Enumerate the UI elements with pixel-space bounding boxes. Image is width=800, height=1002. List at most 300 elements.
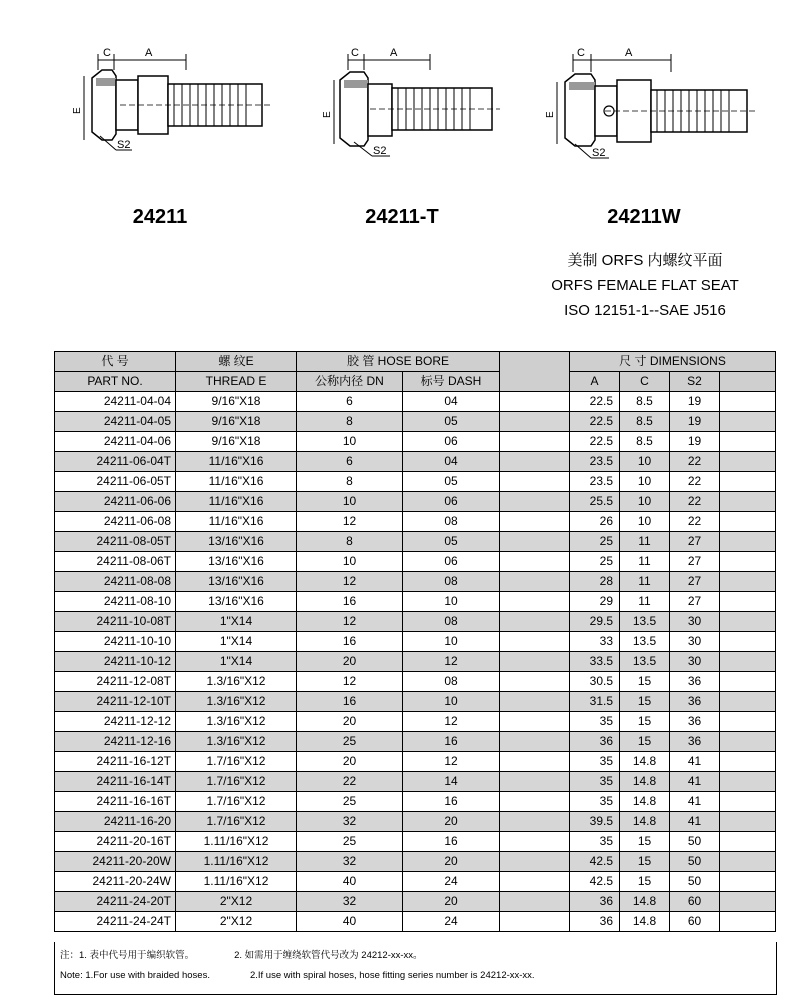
cell-s2: 60 xyxy=(670,912,720,932)
dim-a-label: A xyxy=(390,47,398,59)
note-en-2: 2.If use with spiral hoses, hose fitting series number is 24212-xx-xx. xyxy=(249,970,535,981)
cell-a: 42.5 xyxy=(570,872,620,892)
header-thread-cn: 螺 纹E xyxy=(176,352,297,372)
cell-dash: 20 xyxy=(403,812,500,832)
cell-part-no: 24211-12-16 xyxy=(55,732,176,752)
header-a: A xyxy=(570,372,620,392)
cell-c: 8.5 xyxy=(620,412,670,432)
dim-s2-label: S2 xyxy=(373,145,387,157)
cell-s2: 22 xyxy=(670,512,720,532)
cell-dn: 10 xyxy=(297,552,403,572)
cell-dn: 6 xyxy=(297,392,403,412)
cell-blank xyxy=(500,712,570,732)
cell-thread: 1.3/16"X12 xyxy=(176,712,297,732)
cell-a: 35 xyxy=(570,712,620,732)
cell-dash: 24 xyxy=(403,872,500,892)
cell-extra xyxy=(720,432,776,452)
cell-s2: 36 xyxy=(670,672,720,692)
table-row xyxy=(55,872,776,892)
dim-e-label: E xyxy=(322,111,333,118)
cell-extra xyxy=(720,792,776,812)
cell-extra xyxy=(720,812,776,832)
table-row xyxy=(55,392,776,412)
cell-c: 11 xyxy=(620,572,670,592)
cell-dn: 40 xyxy=(297,872,403,892)
cell-thread: 9/16"X18 xyxy=(176,412,297,432)
cell-dn: 16 xyxy=(297,692,403,712)
cell-c: 11 xyxy=(620,552,670,572)
dim-c-label: C xyxy=(577,47,585,59)
cell-dash: 08 xyxy=(403,672,500,692)
cell-dn: 25 xyxy=(297,792,403,812)
cell-blank xyxy=(500,772,570,792)
cell-s2: 50 xyxy=(670,852,720,872)
table-row xyxy=(55,912,776,932)
cell-extra xyxy=(720,732,776,752)
cell-s2: 27 xyxy=(670,552,720,572)
cell-blank xyxy=(500,812,570,832)
notes-box xyxy=(54,942,777,995)
cell-part-no: 24211-08-08 xyxy=(55,572,176,592)
cell-extra xyxy=(720,392,776,412)
cell-a: 25 xyxy=(570,532,620,552)
cell-dash: 12 xyxy=(403,752,500,772)
cell-dash: 16 xyxy=(403,732,500,752)
cell-s2: 22 xyxy=(670,492,720,512)
cell-c: 15 xyxy=(620,832,670,852)
cell-extra xyxy=(720,692,776,712)
cell-part-no: 24211-10-10 xyxy=(55,632,176,652)
cell-a: 22.5 xyxy=(570,432,620,452)
cell-thread: 1.11/16"X12 xyxy=(176,852,297,872)
product-title xyxy=(520,248,770,323)
table-row xyxy=(55,852,776,872)
cell-s2: 60 xyxy=(670,892,720,912)
cell-c: 8.5 xyxy=(620,432,670,452)
header-extra xyxy=(720,372,776,392)
note-cn-2: 2. 如需用于缠绕软管代号改为 24212-xx-xx。 xyxy=(234,950,423,961)
cell-blank xyxy=(500,792,570,812)
header-s2: S2 xyxy=(670,372,720,392)
cell-dn: 32 xyxy=(297,852,403,872)
model-24211w: 24211W xyxy=(607,206,681,228)
header-dimensions: 尺 寸 DIMENSIONS xyxy=(570,352,776,372)
cell-thread: 1.7/16"X12 xyxy=(176,792,297,812)
cell-extra xyxy=(720,472,776,492)
cell-c: 11 xyxy=(620,592,670,612)
cell-s2: 19 xyxy=(670,392,720,412)
cell-s2: 22 xyxy=(670,452,720,472)
cell-dn: 10 xyxy=(297,492,403,512)
cell-a: 35 xyxy=(570,752,620,772)
table-row xyxy=(55,792,776,812)
cell-dash: 05 xyxy=(403,472,500,492)
cell-dn: 32 xyxy=(297,892,403,912)
cell-extra xyxy=(720,592,776,612)
header-part-cn: 代 号 xyxy=(55,352,176,372)
cell-s2: 50 xyxy=(670,832,720,852)
cell-part-no: 24211-16-20 xyxy=(55,812,176,832)
header-blank xyxy=(500,352,570,392)
cell-dash: 16 xyxy=(403,792,500,812)
cell-thread: 1.11/16"X12 xyxy=(176,832,297,852)
header-dn: 公称内径 DN xyxy=(297,372,403,392)
cell-thread: 13/16"X16 xyxy=(176,592,297,612)
cell-thread: 1.11/16"X12 xyxy=(176,872,297,892)
cell-a: 25.5 xyxy=(570,492,620,512)
cell-thread: 1.3/16"X12 xyxy=(176,732,297,752)
cell-extra xyxy=(720,452,776,472)
table-row xyxy=(55,572,776,592)
table-row xyxy=(55,632,776,652)
cell-part-no: 24211-16-16T xyxy=(55,792,176,812)
cell-s2: 41 xyxy=(670,772,720,792)
cell-blank xyxy=(500,532,570,552)
dim-e-label: E xyxy=(72,107,83,114)
cell-s2: 41 xyxy=(670,792,720,812)
cell-dn: 22 xyxy=(297,772,403,792)
cell-dn: 20 xyxy=(297,712,403,732)
cell-dn: 12 xyxy=(297,512,403,532)
cell-dash: 14 xyxy=(403,772,500,792)
cell-extra xyxy=(720,832,776,852)
cell-dn: 25 xyxy=(297,732,403,752)
cell-c: 15 xyxy=(620,872,670,892)
title-standard: ISO 12151-1--SAE J516 xyxy=(564,302,726,319)
cell-blank xyxy=(500,672,570,692)
cell-part-no: 24211-12-10T xyxy=(55,692,176,712)
cell-thread: 9/16"X18 xyxy=(176,432,297,452)
cell-a: 22.5 xyxy=(570,412,620,432)
header-c: C xyxy=(620,372,670,392)
cell-blank xyxy=(500,852,570,872)
cell-part-no: 24211-12-12 xyxy=(55,712,176,732)
cell-blank xyxy=(500,752,570,772)
model-24211: 24211 xyxy=(132,206,188,228)
cell-thread: 13/16"X16 xyxy=(176,532,297,552)
cell-extra xyxy=(720,912,776,932)
fitting-drawing-24211-t xyxy=(320,40,510,175)
cell-s2: 41 xyxy=(670,752,720,772)
cell-thread: 1"X14 xyxy=(176,612,297,632)
table-row xyxy=(55,832,776,852)
table-row xyxy=(55,592,776,612)
cell-part-no: 24211-06-05T xyxy=(55,472,176,492)
cell-thread: 1"X14 xyxy=(176,632,297,652)
cell-extra xyxy=(720,852,776,872)
cell-dash: 16 xyxy=(403,832,500,852)
cell-c: 14.8 xyxy=(620,792,670,812)
cell-thread: 1.7/16"X12 xyxy=(176,812,297,832)
cell-dash: 08 xyxy=(403,572,500,592)
cell-c: 14.8 xyxy=(620,812,670,832)
cell-thread: 1.3/16"X12 xyxy=(176,692,297,712)
cell-c: 10 xyxy=(620,472,670,492)
cell-a: 23.5 xyxy=(570,452,620,472)
cell-s2: 27 xyxy=(670,592,720,612)
cell-extra xyxy=(720,632,776,652)
cell-a: 26 xyxy=(570,512,620,532)
cell-part-no: 24211-04-06 xyxy=(55,432,176,452)
cell-extra xyxy=(720,552,776,572)
cell-blank xyxy=(500,432,570,452)
cell-extra xyxy=(720,772,776,792)
cell-part-no: 24211-20-20W xyxy=(55,852,176,872)
cell-blank xyxy=(500,652,570,672)
dim-c-label: C xyxy=(351,47,359,59)
cell-a: 30.5 xyxy=(570,672,620,692)
header-dash: 标号 DASH xyxy=(403,372,500,392)
fitting-drawing-24211 xyxy=(70,40,280,170)
dim-s2-label: S2 xyxy=(117,139,131,151)
table-row xyxy=(55,552,776,572)
cell-s2: 41 xyxy=(670,812,720,832)
cell-dn: 12 xyxy=(297,572,403,592)
cell-part-no: 24211-04-04 xyxy=(55,392,176,412)
cell-blank xyxy=(500,492,570,512)
cell-s2: 50 xyxy=(670,872,720,892)
cell-dn: 8 xyxy=(297,412,403,432)
cell-thread: 2"X12 xyxy=(176,912,297,932)
cell-s2: 36 xyxy=(670,712,720,732)
cell-extra xyxy=(720,892,776,912)
cell-a: 35 xyxy=(570,832,620,852)
cell-dash: 05 xyxy=(403,532,500,552)
cell-thread: 9/16"X18 xyxy=(176,392,297,412)
cell-thread: 11/16"X16 xyxy=(176,472,297,492)
table-row xyxy=(55,532,776,552)
cell-part-no: 24211-06-06 xyxy=(55,492,176,512)
cell-a: 31.5 xyxy=(570,692,620,712)
table-body xyxy=(55,392,776,932)
cell-blank xyxy=(500,612,570,632)
cell-dash: 12 xyxy=(403,652,500,672)
cell-s2: 27 xyxy=(670,572,720,592)
cell-c: 15 xyxy=(620,692,670,712)
title-cn: 美制 ORFS 内螺纹平面 xyxy=(567,252,723,269)
cell-s2: 19 xyxy=(670,432,720,452)
cell-dash: 08 xyxy=(403,612,500,632)
cell-dash: 04 xyxy=(403,452,500,472)
dimensions-table xyxy=(54,351,776,932)
cell-part-no: 24211-10-12 xyxy=(55,652,176,672)
cell-blank xyxy=(500,832,570,852)
cell-blank xyxy=(500,552,570,572)
cell-blank xyxy=(500,632,570,652)
cell-extra xyxy=(720,492,776,512)
notes-en xyxy=(60,966,771,986)
dim-c-label: C xyxy=(103,47,111,59)
table-row xyxy=(55,652,776,672)
cell-dash: 10 xyxy=(403,692,500,712)
cell-part-no: 24211-16-14T xyxy=(55,772,176,792)
header-thread-en: THREAD E xyxy=(176,372,297,392)
cell-part-no: 24211-08-05T xyxy=(55,532,176,552)
cell-dn: 12 xyxy=(297,672,403,692)
cell-thread: 2"X12 xyxy=(176,892,297,912)
cell-a: 29.5 xyxy=(570,612,620,632)
cell-a: 36 xyxy=(570,912,620,932)
cell-a: 28 xyxy=(570,572,620,592)
cell-blank xyxy=(500,892,570,912)
cell-c: 13.5 xyxy=(620,612,670,632)
cell-a: 23.5 xyxy=(570,472,620,492)
cell-dash: 08 xyxy=(403,512,500,532)
cell-dn: 40 xyxy=(297,912,403,932)
cell-part-no: 24211-24-24T xyxy=(55,912,176,932)
cell-blank xyxy=(500,912,570,932)
cell-c: 8.5 xyxy=(620,392,670,412)
dim-a-label: A xyxy=(145,47,153,59)
cell-dn: 10 xyxy=(297,432,403,452)
cell-dash: 12 xyxy=(403,712,500,732)
cell-c: 14.8 xyxy=(620,772,670,792)
table-row xyxy=(55,892,776,912)
cell-extra xyxy=(720,712,776,732)
cell-dn: 6 xyxy=(297,452,403,472)
cell-blank xyxy=(500,512,570,532)
cell-thread: 1.7/16"X12 xyxy=(176,772,297,792)
cell-c: 14.8 xyxy=(620,752,670,772)
cell-dash: 20 xyxy=(403,852,500,872)
cell-blank xyxy=(500,472,570,492)
cell-dn: 16 xyxy=(297,592,403,612)
table-row xyxy=(55,692,776,712)
cell-blank xyxy=(500,872,570,892)
cell-extra xyxy=(720,412,776,432)
cell-a: 42.5 xyxy=(570,852,620,872)
cell-part-no: 24211-20-24W xyxy=(55,872,176,892)
cell-dash: 04 xyxy=(403,392,500,412)
cell-dn: 20 xyxy=(297,652,403,672)
cell-part-no: 24211-08-06T xyxy=(55,552,176,572)
table-row xyxy=(55,812,776,832)
model-24211-t: 24211-T xyxy=(365,206,439,228)
cell-blank xyxy=(500,452,570,472)
cell-c: 10 xyxy=(620,492,670,512)
cell-s2: 27 xyxy=(670,532,720,552)
cell-dash: 06 xyxy=(403,492,500,512)
fitting-drawing-24211w xyxy=(545,40,760,175)
cell-s2: 36 xyxy=(670,692,720,712)
table-row xyxy=(55,612,776,632)
cell-c: 13.5 xyxy=(620,632,670,652)
cell-a: 33.5 xyxy=(570,652,620,672)
cell-dash: 06 xyxy=(403,552,500,572)
table-row xyxy=(55,712,776,732)
table-row xyxy=(55,492,776,512)
title-en: ORFS FEMALE FLAT SEAT xyxy=(551,277,739,294)
cell-part-no: 24211-06-04T xyxy=(55,452,176,472)
table-row xyxy=(55,452,776,472)
table-row xyxy=(55,752,776,772)
cell-dn: 8 xyxy=(297,472,403,492)
cell-extra xyxy=(720,572,776,592)
cell-thread: 1.3/16"X12 xyxy=(176,672,297,692)
table-row xyxy=(55,772,776,792)
cell-blank xyxy=(500,732,570,752)
cell-dash: 05 xyxy=(403,412,500,432)
cell-s2: 30 xyxy=(670,632,720,652)
cell-c: 14.8 xyxy=(620,912,670,932)
note-cn-1: 注：1. 表中代号用于编织软管。 xyxy=(60,950,195,961)
cell-s2: 30 xyxy=(670,652,720,672)
cell-c: 15 xyxy=(620,852,670,872)
cell-part-no: 24211-20-16T xyxy=(55,832,176,852)
table-row xyxy=(55,732,776,752)
cell-blank xyxy=(500,692,570,712)
cell-dn: 8 xyxy=(297,532,403,552)
table-row xyxy=(55,412,776,432)
cell-c: 15 xyxy=(620,732,670,752)
cell-part-no: 24211-10-08T xyxy=(55,612,176,632)
cell-c: 13.5 xyxy=(620,652,670,672)
cell-extra xyxy=(720,532,776,552)
cell-a: 35 xyxy=(570,792,620,812)
cell-a: 35 xyxy=(570,772,620,792)
cell-a: 39.5 xyxy=(570,812,620,832)
cell-c: 15 xyxy=(620,672,670,692)
cell-s2: 19 xyxy=(670,412,720,432)
cell-blank xyxy=(500,572,570,592)
cell-part-no: 24211-12-08T xyxy=(55,672,176,692)
header-hose-bore: 胶 管 HOSE BORE xyxy=(297,352,500,372)
cell-c: 15 xyxy=(620,712,670,732)
cell-part-no: 24211-08-10 xyxy=(55,592,176,612)
cell-a: 36 xyxy=(570,732,620,752)
dim-s2-label: S2 xyxy=(592,147,606,159)
cell-s2: 30 xyxy=(670,612,720,632)
cell-extra xyxy=(720,752,776,772)
note-en-1: Note: 1.For use with braided hoses. xyxy=(60,970,210,981)
table-row xyxy=(55,472,776,492)
dim-a-label: A xyxy=(625,47,633,59)
table-row xyxy=(55,672,776,692)
cell-dn: 16 xyxy=(297,632,403,652)
cell-c: 10 xyxy=(620,512,670,532)
cell-s2: 36 xyxy=(670,732,720,752)
cell-dn: 32 xyxy=(297,812,403,832)
cell-part-no: 24211-06-08 xyxy=(55,512,176,532)
cell-dn: 20 xyxy=(297,752,403,772)
cell-a: 22.5 xyxy=(570,392,620,412)
cell-dash: 20 xyxy=(403,892,500,912)
cell-s2: 22 xyxy=(670,472,720,492)
cell-dn: 25 xyxy=(297,832,403,852)
cell-dash: 24 xyxy=(403,912,500,932)
table-row xyxy=(55,432,776,452)
cell-blank xyxy=(500,392,570,412)
cell-extra xyxy=(720,672,776,692)
cell-blank xyxy=(500,412,570,432)
cell-a: 36 xyxy=(570,892,620,912)
cell-dash: 10 xyxy=(403,632,500,652)
header-part-en: PART NO. xyxy=(55,372,176,392)
cell-dn: 12 xyxy=(297,612,403,632)
cell-extra xyxy=(720,652,776,672)
cell-thread: 11/16"X16 xyxy=(176,512,297,532)
cell-part-no: 24211-24-20T xyxy=(55,892,176,912)
cell-extra xyxy=(720,872,776,892)
notes-cn xyxy=(60,946,771,966)
cell-a: 33 xyxy=(570,632,620,652)
cell-c: 14.8 xyxy=(620,892,670,912)
cell-thread: 1.7/16"X12 xyxy=(176,752,297,772)
cell-thread: 11/16"X16 xyxy=(176,492,297,512)
cell-c: 11 xyxy=(620,532,670,552)
cell-blank xyxy=(500,592,570,612)
cell-part-no: 24211-04-05 xyxy=(55,412,176,432)
